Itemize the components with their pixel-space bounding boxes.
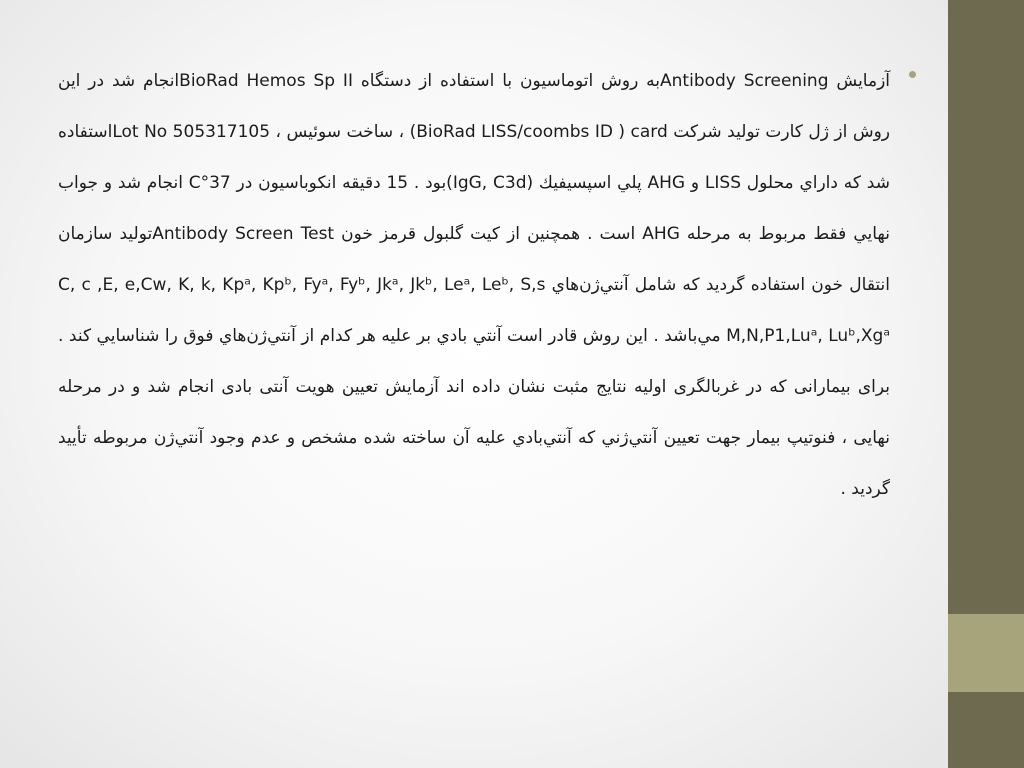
slide-content bbox=[58, 56, 890, 676]
bullet-icon bbox=[909, 71, 916, 78]
body-paragraph: آزمایش Antibody Screeningبه روش اتوماسیون با استفاده از دستگاه BioRad Hemos Sp IIانجام شد در این روش از ژل کارت تولید شرکت BioRad LISS/coombs ID ) card) ، ساخت سوئیس ، Lot No 505317105استفاده شد که داراي محلول LISS و AHG پلي اسپسيفيك (IgG, C3d)بود . 15 دقيقه انكوباسيون در 37°C انجام شد و جواب نهايي فقط مربوط به مرحله AHG است . همچنین از کیت گلبول قرمز خون Antibody Screen Testتولید سازمان انتقال خون استفاده گردید كه شامل آنتي‌ژن‌هاي C, c ,E, e,Cw, K, k, Kpᵃ, Kpᵇ, Fyᵃ, Fyᵇ, Jkᵃ, Jkᵇ, Leᵃ, Leᵇ, S,s M,N,P1,Luᵃ, Luᵇ,Xgᵃ مي‌باشد . این روش قادر است آنتي بادي بر علیه هر كدام از آنتي‌ژن‌هاي فوق را شناسايي كند . برای بیمارانی که در غربالگری اولیه نتایج مثبت نشان داده اند آزمایش تعیین هویت آنتی بادی انجام شد و در مرحله نهایی ، فنوتیپ بیمار جهت تعیین آنتي‌ژني كه آنتي‌بادي عليه آن ساخته شده مشخص و عدم وجود آنتي‌ژن مربوطه تأیید گردید . bbox=[58, 71, 891, 499]
side-band-accent bbox=[948, 614, 1024, 692]
